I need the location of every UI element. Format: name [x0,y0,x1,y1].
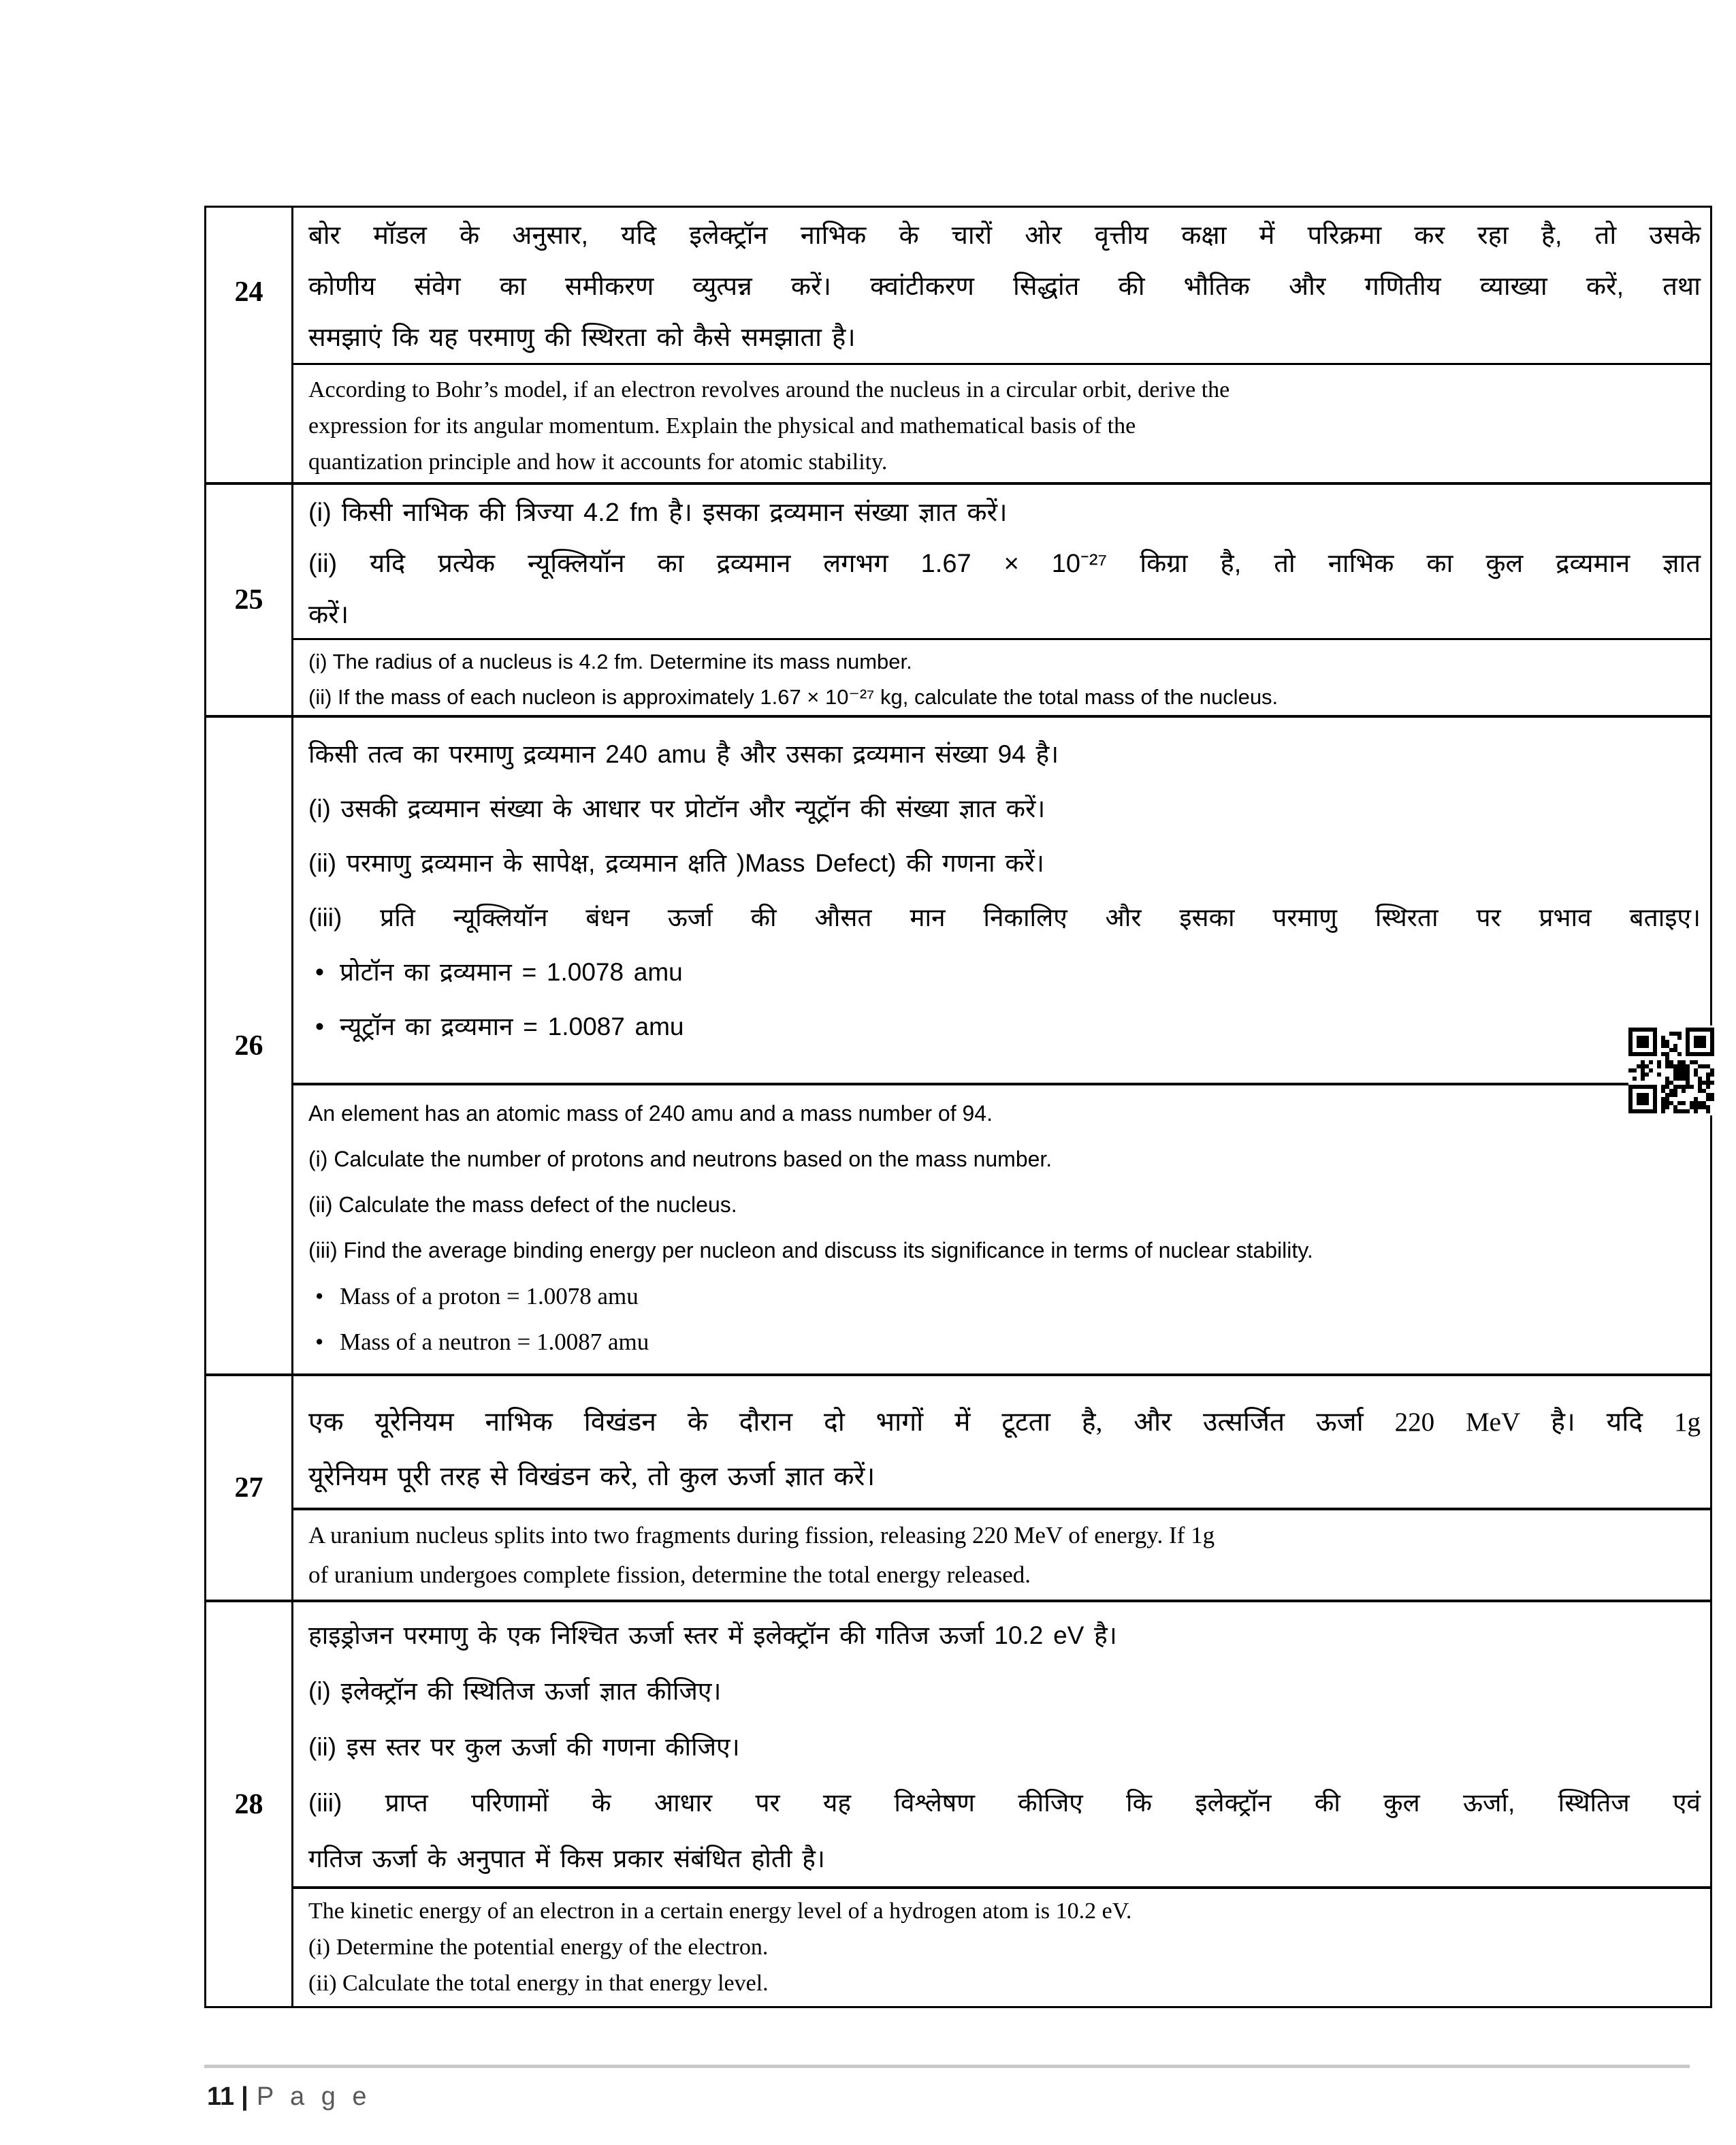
text-line: (ii) Calculate the total energy in that energy level. [308,1971,769,1997]
text-line: (ii) इस स्तर पर कुल ऊर्जा की गणना कीजिए। [308,1733,740,1762]
hindi-cell [293,1376,1710,1508]
text-line: quantization principle and how it accounts for atomic stability. [308,449,888,475]
question-number: 24 [206,208,293,482]
text-line: (ii) यदि प्रत्येक न्यूक्लियॉन का द्रव्यमान लगभग 1.67 × 10⁻²⁷ किग्रा है, तो नाभिक का कुल द्रव्यमान ज्ञात [308,550,1701,579]
text-line: (iii) Find the average binding energy per nucleon and discuss its significance in terms of nuclear stability. [308,1238,1313,1263]
text-line: (i) इलेक्ट्रॉन की स्थितिज ऊर्जा ज्ञात कीजिए। [308,1677,722,1706]
text-line: An element has an atomic mass of 240 amu and a mass number of 94. [308,1101,993,1126]
footer-separator: | [241,2082,248,2111]
text-line: The kinetic energy of an electron in a certain energy level of a hydrogen atom is 10.2 eV. [308,1898,1132,1924]
text-line: (ii) If the mass of each nucleon is approximately 1.67 × 10⁻²⁷ kg, calculate the total mass of the nucleus. [308,685,1279,710]
text-line: (iii) प्रति न्यूक्लियॉन बंधन ऊर्जा की औसत मान निकालिए और इसका परमाणु स्थिरता पर प्रभाव बताइए। [308,904,1701,932]
text-line: (i) उसकी द्रव्यमान संख्या के आधार पर प्रोटॉन और न्यूट्रॉन की संख्या ज्ञात करें। [308,795,1046,823]
question-row-25 [206,485,1710,718]
text-line: (i) किसी नाभिक की त्रिज्या 4.2 fm है। इसका द्रव्यमान संख्या ज्ञात करें। [308,498,1008,528]
text-line: (i) Calculate the number of protons and neutrons based on the mass number. [308,1147,1052,1172]
english-cell [293,363,1710,482]
page-number: 11 [207,2082,235,2111]
text-line: (iii) प्राप्त परिणामों के आधार पर यह विश्लेषण कीजिए कि इलेक्ट्रॉन की कुल ऊर्जा, स्थितिज एवं [308,1789,1701,1817]
footer-page-word: P a g e [256,2082,372,2111]
text-line: A uranium nucleus splits into two fragments during fission, releasing 220 MeV of energy. If 1g [308,1522,1215,1549]
question-number: 27 [206,1376,293,1600]
text-line: कोणीय संवेग का समीकरण व्युत्पन्न करें। क्वांटीकरण सिद्धांत की भौतिक और गणितीय व्याख्या करें, तथा [308,272,1701,301]
hindi-cell [293,718,1710,1083]
text-line: (i) The radius of a nucleus is 4.2 fm. Determine its mass number. [308,650,912,674]
text-line: (ii) परमाणु द्रव्यमान के सापेक्ष, द्रव्यमान क्षति )Mass Defect) की गणना करें। [308,849,1044,878]
text-line: According to Bohr’s model, if an electron revolves around the nucleus in a circular orbit, derive the [308,377,1230,402]
footer-rule [204,2065,1690,2068]
text-line: हाइड्रोजन परमाणु के एक निश्चित ऊर्जा स्तर में इलेक्ट्रॉन की गतिज ऊर्जा 10.2 eV है। [308,1621,1117,1650]
english-cell [293,1508,1710,1600]
text-line: किसी तत्व का परमाणु द्रव्यमान 240 amu है और उसका द्रव्यमान संख्या 94 है। [308,740,1059,769]
english-cell [293,1083,1710,1373]
text-line: समझाएं कि यह परमाणु की स्थिरता को कैसे समझाता है। [308,323,856,352]
hindi-cell [293,1602,1710,1886]
bullet-line: • Mass of a proton = 1.0078 amu [308,1273,1701,1319]
text-line: यूरेनियम पूरी तरह से विखंडन करे, तो कुल ऊर्जा ज्ञात करें। [308,1462,875,1492]
bullet-line: • Mass of a neutron = 1.0087 amu [308,1319,1701,1365]
text-line: बोर मॉडल के अनुसार, यदि इलेक्ट्रॉन नाभिक के चारों ओर वृत्तीय कक्षा में परिक्रमा कर रहा है, तो उसके [308,221,1701,250]
hindi-cell [293,208,1710,363]
english-cell [293,1886,1710,2006]
question-row-24 [206,208,1710,485]
text-line: एक यूरेनियम नाभिक विखंडन के दौरान दो भागों में टूटता है, और उत्सर्जित ऊर्जा 220 MeV है। यदि 1g [308,1408,1701,1437]
question-number: 25 [206,485,293,715]
text-line: (i) Determine the potential energy of the electron. [308,1935,769,1960]
exam-table [204,206,1712,2008]
footer [207,2082,372,2112]
text-line: गतिज ऊर्जा के अनुपात में किस प्रकार संबंधित होती है। [308,1845,825,1873]
qr-code [1628,1026,1714,1115]
english-cell [293,638,1710,715]
bullet-line: • न्यूट्रॉन का द्रव्यमान = 1.0087 amu [308,1000,1701,1054]
bullet-line: • प्रोटॉन का द्रव्यमान = 1.0078 amu [308,945,1701,1000]
question-number: 28 [206,1602,293,2006]
text-line: (ii) Calculate the mass defect of the nucleus. [308,1192,737,1218]
hindi-cell [293,485,1710,638]
question-number: 26 [206,718,293,1373]
text-line: करें। [308,601,349,630]
question-row-26 [206,718,1710,1376]
text-line: of uranium undergoes complete fission, determine the total energy released. [308,1561,1031,1589]
question-row-28 [206,1602,1710,2006]
text-line: expression for its angular momentum. Explain the physical and mathematical basis of the [308,413,1136,439]
question-row-27 [206,1376,1710,1602]
